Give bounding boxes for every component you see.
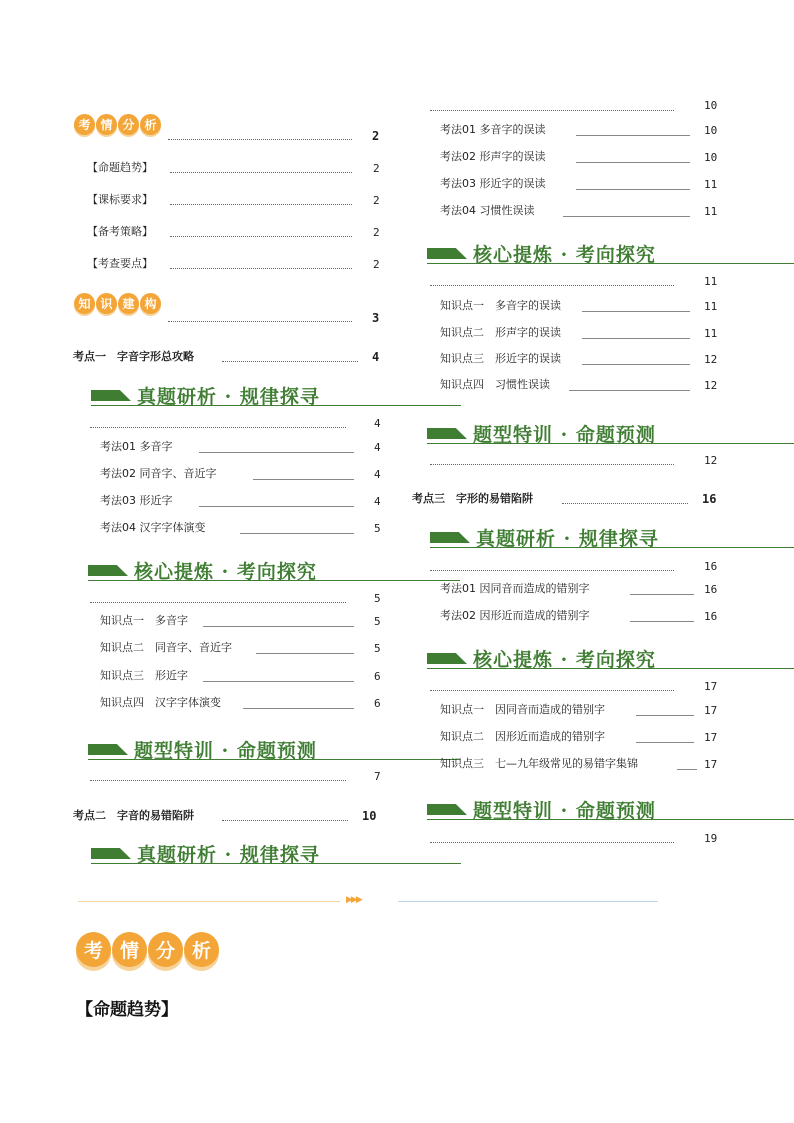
toc-knowledge[interactable]: 知识点四 汉字字体演变 [100,696,221,709]
toc-item-points[interactable]: 【考查要点】 [87,257,153,270]
toc-page: 10 [704,124,718,137]
toc-page: 16 [704,610,718,623]
kaoqing-badge [74,114,161,135]
toc-leader [90,602,346,603]
toc-leader [630,621,694,622]
toc-page: 2 [373,258,380,271]
toc-method[interactable]: 考法02 因形近而造成的错别字 [440,609,590,622]
badge-char: 建 [118,293,139,314]
toc-leader [168,321,352,322]
toc-leader [582,311,690,312]
toc-method[interactable]: 考法04 习惯性误读 [440,204,535,217]
badge-char: 分 [148,932,183,967]
toc-page: 2 [373,194,380,207]
toc-knowledge[interactable]: 知识点二 形声字的误读 [440,326,561,339]
toc-leader [256,653,354,654]
toc-knowledge[interactable]: 知识点四 习惯性误读 [440,378,550,391]
toc-page: 2 [373,226,380,239]
toc-page[interactable]: 2 [372,129,380,143]
section-underline [88,580,460,581]
toc-leader [253,479,354,480]
toc-leader [582,364,690,365]
section-header-train[interactable] [427,796,794,820]
section-title: 核心提炼 · 考向探究 [473,244,656,266]
toc-leader [222,820,348,821]
toc-page: 6 [374,670,381,683]
section-underline [427,443,794,444]
toc-page: 4 [374,441,381,454]
toc-leader [562,503,688,504]
section-underline [427,819,794,820]
toc-leader [170,204,352,205]
toc-knowledge[interactable]: 知识点三 形近字的误读 [440,352,561,365]
toc-page: 4 [374,495,381,508]
toc-page: 5 [374,642,381,655]
toc-knowledge[interactable]: 知识点一 因同音而造成的错别字 [440,703,605,716]
kaoqing-badge-large [76,932,219,967]
section-bar [427,428,467,439]
section-bar [88,744,128,755]
toc-leader [243,708,354,709]
toc-page: 10 [704,99,718,112]
section-header-core[interactable] [427,240,794,264]
toc-page: 17 [704,731,718,744]
section-underline [430,547,794,548]
toc-leader [168,139,352,140]
toc-page: 10 [704,151,718,164]
toc-leader [430,690,674,691]
section-underline [427,668,794,669]
badge-char: 情 [112,932,147,967]
toc-page: 16 [704,583,718,596]
toc-item-standard[interactable]: 【课标要求】 [87,193,153,206]
section-underline [427,263,794,264]
section-header-real[interactable] [91,840,461,864]
toc-page: 12 [704,353,718,366]
toc-item-trend[interactable]: 【命题趋势】 [87,161,153,174]
section-title: 真题研析 · 规律探寻 [137,844,320,866]
toc-leader [199,452,354,453]
toc-page: 16 [704,560,718,573]
badge-char: 析 [184,932,219,967]
toc-page: 17 [704,758,718,771]
badge-char: 考 [74,114,95,135]
toc-page: 5 [374,522,381,535]
toc-page: 4 [374,417,381,430]
section-bar [427,653,467,664]
toc-point-3[interactable]: 考点三 字形的易错陷阱 [412,492,533,505]
toc-leader [222,361,358,362]
toc-page: 2 [373,162,380,175]
toc-page: 10 [362,809,377,823]
section-title: 题型特训 · 命题预测 [134,740,317,762]
toc-knowledge[interactable]: 知识点一 多音字的误读 [440,299,561,312]
toc-point-1[interactable]: 考点一 字音字形总攻略 [73,350,194,363]
toc-item-strategy[interactable]: 【备考策略】 [87,225,153,238]
toc-leader [636,715,694,716]
badge-char: 析 [140,114,161,135]
toc-leader [170,172,352,173]
section-title: 题型特训 · 命题预测 [473,424,656,446]
toc-page: 11 [704,205,718,218]
section-title: 核心提炼 · 考向探究 [134,561,317,583]
toc-method[interactable]: 考法04 汉字字体演变 [100,521,206,534]
toc-leader [170,236,352,237]
section-header-core[interactable] [427,645,794,669]
section-underline [88,759,460,760]
toc-page: 5 [374,615,381,628]
toc-page: 17 [704,704,718,717]
divider-line-left [78,901,340,902]
divider-line-right [398,901,658,902]
toc-leader [170,268,352,269]
toc-page: 11 [704,275,718,288]
toc-leader [90,780,346,781]
toc-leader [576,135,690,136]
toc-page: 12 [704,454,718,467]
toc-leader [576,162,690,163]
toc-page: 4 [374,468,381,481]
section-header-core[interactable] [88,557,460,581]
section-header-real[interactable] [430,524,794,548]
toc-leader [430,464,674,465]
toc-page: 5 [374,592,381,605]
section-underline [91,405,461,406]
toc-leader [203,681,354,682]
toc-page: 11 [704,300,718,313]
toc-knowledge[interactable]: 知识点一 多音字 [100,614,188,627]
toc-knowledge[interactable]: 知识点三 七—九年级常见的易错字集锦 [440,757,638,770]
toc-knowledge[interactable]: 知识点三 形近字 [100,669,188,682]
toc-leader [630,594,694,595]
badge-char: 分 [118,114,139,135]
section-bar [427,248,467,259]
toc-method[interactable]: 考法01 多音字 [100,440,173,453]
toc-leader [90,427,346,428]
badge-char: 识 [96,293,117,314]
toc-page: 11 [704,178,718,191]
section-bar [427,804,467,815]
toc-method[interactable]: 考法02 形声字的误读 [440,150,546,163]
section-title: 真题研析 · 规律探寻 [137,386,320,408]
badge-char: 知 [74,293,95,314]
toc-leader [203,626,354,627]
toc-page: 11 [704,327,718,340]
toc-leader [240,533,354,534]
toc-page: 7 [374,770,381,783]
toc-page[interactable]: 3 [372,311,380,325]
section-bar [91,390,131,401]
section-heading: 【命题趋势】 [76,1000,178,1020]
toc-leader [430,285,674,286]
toc-leader [430,110,674,111]
toc-leader [199,506,354,507]
badge-char: 构 [140,293,161,314]
toc-page: 4 [372,350,380,364]
section-title: 真题研析 · 规律探寻 [476,528,659,550]
toc-leader [636,742,694,743]
toc-method[interactable]: 考法03 形近字 [100,494,173,507]
badge-char: 情 [96,114,117,135]
toc-leader [576,189,690,190]
section-bar [91,848,131,859]
toc-method[interactable]: 考法03 形近字的误读 [440,177,546,190]
toc-leader [430,570,674,571]
toc-page: 19 [704,832,718,845]
toc-leader [569,390,690,391]
toc-method[interactable]: 考法01 因同音而造成的错别字 [440,582,590,595]
section-underline [91,863,461,864]
toc-method[interactable]: 考法01 多音字的误读 [440,123,546,136]
toc-leader [430,842,674,843]
zhishi-badge [74,293,161,314]
toc-knowledge[interactable]: 知识点二 同音字、音近字 [100,641,232,654]
toc-point-2[interactable]: 考点二 字音的易错陷阱 [73,809,194,822]
toc-page: 12 [704,379,718,392]
toc-page: 16 [702,492,717,506]
section-title: 题型特训 · 命题预测 [473,800,656,822]
toc-leader [563,216,690,217]
section-bar [88,565,128,576]
toc-knowledge[interactable]: 知识点二 因形近而造成的错别字 [440,730,605,743]
section-title: 核心提炼 · 考向探究 [473,649,656,671]
section-bar [430,532,470,543]
badge-char: 考 [76,932,111,967]
section-header-train[interactable] [427,420,794,444]
section-header-train[interactable] [88,736,460,760]
toc-leader [582,338,690,339]
divider-arrows-icon: ▶▶▶ [346,895,361,905]
toc-page: 17 [704,680,718,693]
section-header-real[interactable] [91,382,461,406]
toc-page: 6 [374,697,381,710]
toc-leader [677,769,697,770]
toc-method[interactable]: 考法02 同音字、音近字 [100,467,217,480]
